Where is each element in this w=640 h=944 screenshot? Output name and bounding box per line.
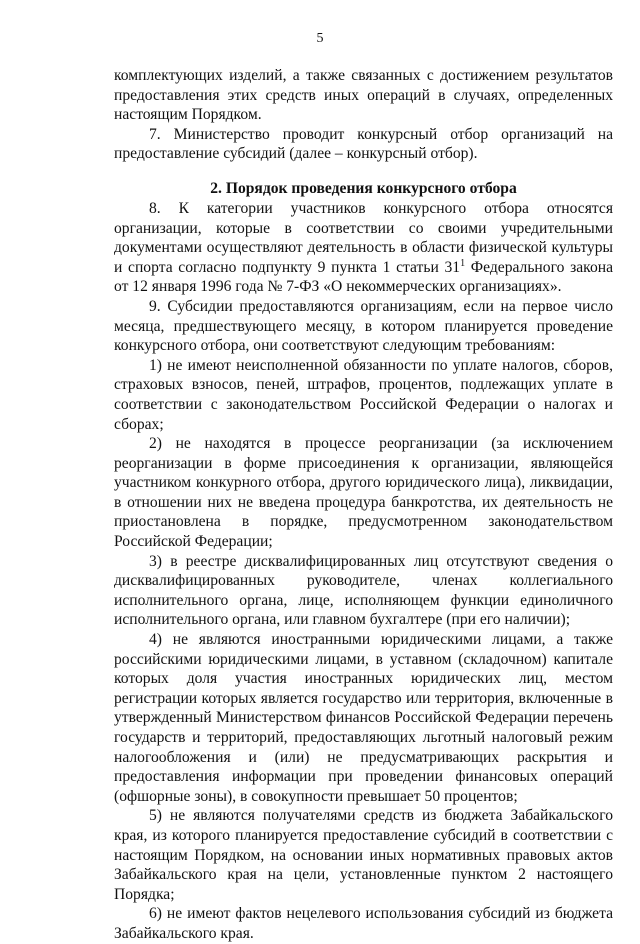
paragraph-7: 7. Министерство проводит конкурсный отбор организаций на предоставление субсидий (далее – конкурсный отбор). [114, 125, 613, 163]
requirement-1: 1) не имеют неисполненной обязанности по уплате налогов, сборов, страховых взносов, пеней, штрафов, процентов, подлежащих уплате в соответствии с законодательством Российской Федерации о налогах и сборах; [114, 356, 613, 433]
paragraph-9: 9. Субсидии предоставляются организациям, если на первое число месяца, предшествующего месяцу, в котором планируется проведение конкурсного отбора, они соответствуют следующим требованиям: [114, 297, 613, 355]
paragraph-continuation: комплектующих изделий, а также связанных с достижением результатов предоставления этих средств иных операций в случаях, определенных настоящим Порядком. [114, 67, 613, 124]
page-number: 5 [316, 31, 324, 46]
requirement-2: 2) не находятся в процессе реорганизации (за исключением реорганизации в форме присоединения к организации, являющейся участником конкурного отбора, другого юридического лица), ликвидации, в отношении них не введена процедура банкротства, их деятельность не приостановлена в порядке, предусмотренном законодательством Российской Федерации; [114, 435, 613, 551]
section-heading: 2. Порядок проведения конкурсного отбора [210, 179, 517, 197]
requirement-6: 6) не имеют фактов нецелевого использования субсидий из бюджета Забайкальского края. [114, 905, 613, 942]
superscript: 1 [460, 257, 466, 269]
paragraph-8-text: 8. К категории участников конкурсного отбора относятся организации, которые в соответствии со своими учредительными документами осуществляют деятельность в области физической культуры и спорта согласно подпункту 9 пункта 1 статьи 31 [114, 199, 613, 276]
paragraph-8-text-after: Федерального закона от 12 января 1996 года № 7-ФЗ «О некоммерческих организациях». [114, 258, 614, 296]
paragraph-8 [114, 199, 613, 297]
requirement-4: 4) не являются иностранными юридическими лицами, а также российскими юридическими лицами, в уставном (складочном) капитале которых доля участия иностранных юридических лиц, местом регистрации которых является государство или территория, включенные в утвержденный Министерством финансов Российской Федерации перечень государств и территорий, предоставляющих льготный налоговый режим налогообложения и (или) не предусматривающих раскрытия и предоставления информации при проведении финансовых операций (офшорные зоны), в совокупности превышает 50 процентов; [114, 631, 613, 805]
requirement-3: 3) в реестре дисквалифицированных лиц отсутствуют сведения о дисквалифицированных руководителе, членах коллегиального исполнительного органа, лице, исполняющем функции единоличного исполнительного органа, или главном бухгалтере (при его наличии); [114, 552, 613, 629]
requirement-5: 5) не являются получателями средств из бюджета Забайкальского края, из которого планируется предоставление субсидий в соответствии с настоящим Порядком, на основании иных нормативных правовых актов Забайкальского края на цели, установленные пунктом 2 настоящего Порядка; [114, 807, 613, 903]
document-body [114, 66, 613, 944]
